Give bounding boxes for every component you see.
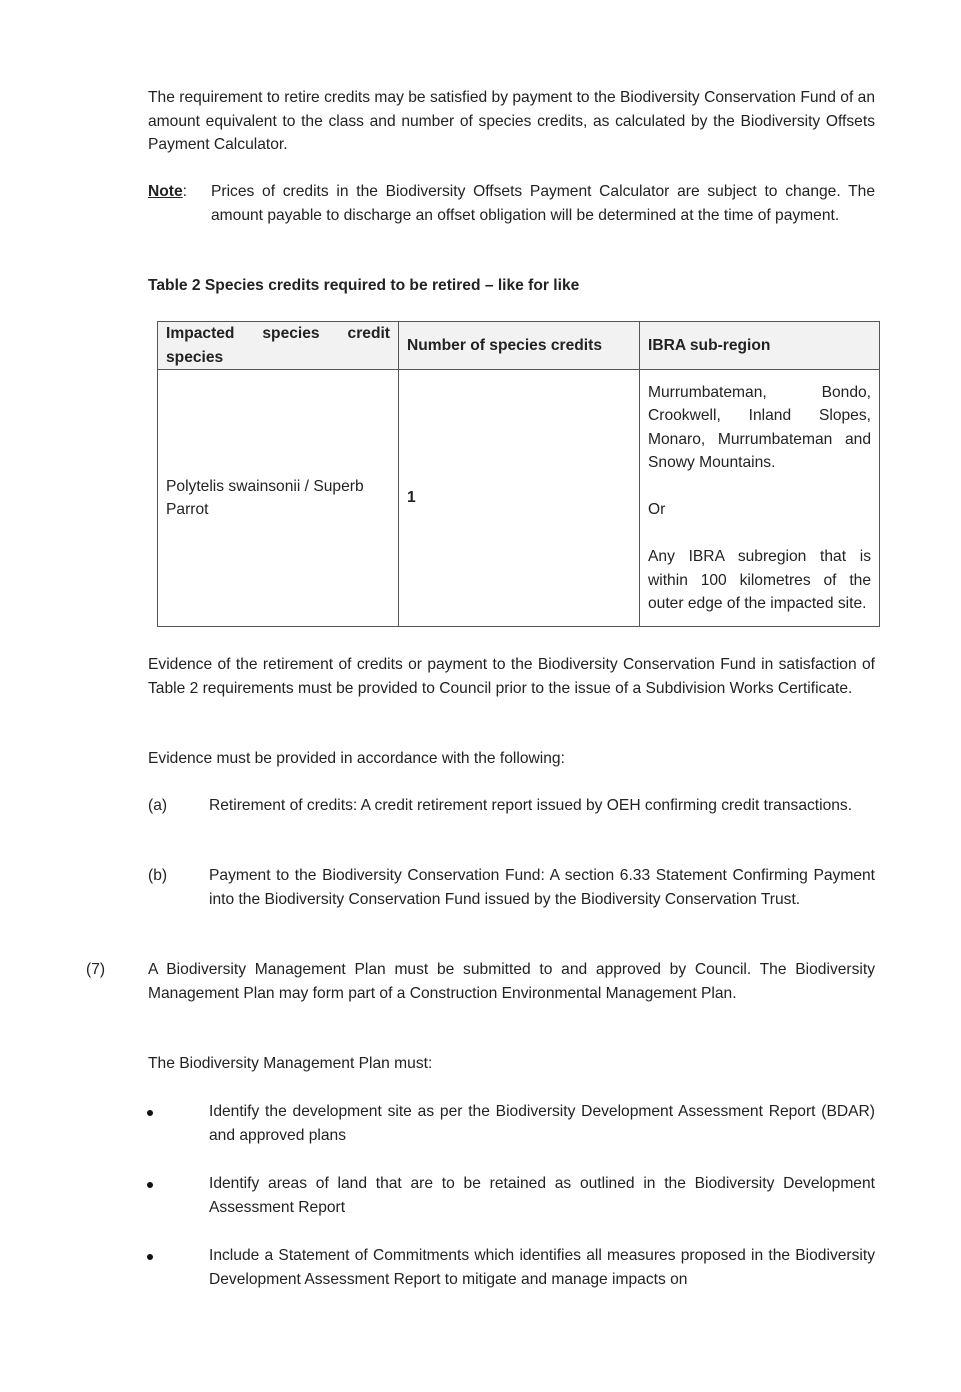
plan-bullet-1: Identify the development site as per the Biodiversity Development Assessment Report (BDAR) and approved plans xyxy=(209,1103,875,1144)
bullet-icon xyxy=(147,1175,157,1185)
evidence-item-marker-b: (b) xyxy=(148,867,168,884)
plan-intro: The Biodiversity Management Plan must: xyxy=(148,1055,433,1072)
plan-bullet-2: Identify areas of land that are to be retained as outlined in the Biodiversity Development Assessment Report xyxy=(209,1175,875,1216)
note-text: Prices of credits in the Biodiversity Offsets Payment Calculator are subject to change. The amount payable to discharge an offset obligation will be determined at the time of payment. xyxy=(211,183,875,224)
header-number-of-credits: Number of species credits xyxy=(399,322,640,370)
table-row xyxy=(158,370,880,627)
region-or: Or xyxy=(648,501,666,518)
evidence-item-b: Payment to the Biodiversity Conservation Fund: A section 6.33 Statement Confirming Payment into the Biodiversity Conservation Fund issued by the Biodiversity Conservation Trust. xyxy=(209,867,875,908)
bullet-icon xyxy=(147,1103,157,1113)
region-list: Murrumbateman, Bondo, Crookwell, Inland Slopes, Monaro, Murrumbateman and Snowy Mountains. xyxy=(648,383,871,471)
evidence-item-marker-a: (a) xyxy=(148,797,168,814)
table-caption: Table 2 Species credits required to be retired – like for like xyxy=(148,277,580,294)
plan-bullet-3: Include a Statement of Commitments which identifies all measures proposed in the Biodiversity Development Assessment Report to mitigate and manage impacts on xyxy=(209,1247,875,1288)
evidence-paragraph: Evidence of the retirement of credits or payment to the Biodiversity Conservation Fund in satisfaction of Table 2 requirements must be provided to Council prior to the issue of a Subdivision Works Certificate. xyxy=(148,656,875,697)
condition-7-text: A Biodiversity Management Plan must be submitted to and approved by Council. The Biodiversity Management Plan may form part of a Construction Environmental Management Plan. xyxy=(148,961,875,1002)
cell-ibra-subregion xyxy=(640,370,880,627)
header-ibra-subregion: IBRA sub-region xyxy=(640,322,880,370)
species-credits-table xyxy=(157,321,880,627)
cell-credits: 1 xyxy=(399,370,640,627)
intro-paragraph: The requirement to retire credits may be satisfied by payment to the Biodiversity Conservation Fund of an amount equivalent to the class and number of species credits, as calculated by the Biodiversity Offsets Payment Calculator. xyxy=(148,89,875,153)
evidence-intro: Evidence must be provided in accordance with the following: xyxy=(148,750,565,767)
cell-species: Polytelis swainsonii / Superb Parrot xyxy=(158,370,399,627)
header-impacted-species: Impacted species credit species xyxy=(158,322,399,370)
note-label-text: Note xyxy=(148,183,183,200)
region-alternative: Any IBRA subregion that is within 100 kilometres of the outer edge of the impacted site. xyxy=(648,548,871,612)
bullet-icon xyxy=(147,1247,157,1257)
table-header-row xyxy=(158,322,880,370)
condition-number: (7) xyxy=(86,961,106,978)
evidence-item-a: Retirement of credits: A credit retirement report issued by OEH confirming credit transactions. xyxy=(209,797,853,814)
note-label xyxy=(148,180,187,204)
note-colon: : xyxy=(182,183,187,200)
